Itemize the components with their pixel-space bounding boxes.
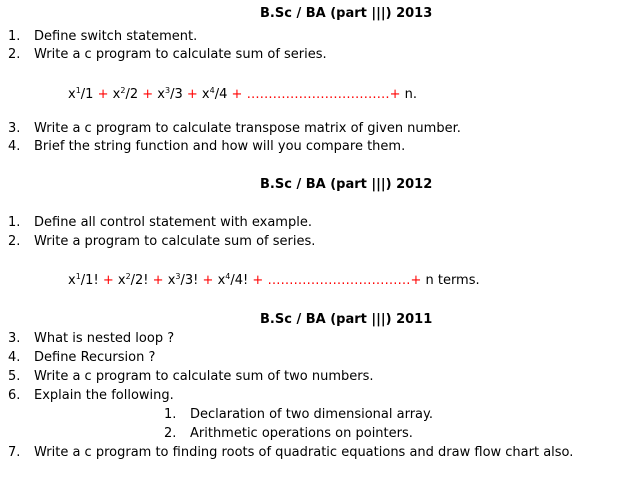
question-text: Write a c program to finding roots of quadratic equations and draw flow chart also. xyxy=(34,445,574,460)
question-text: Write a c program to calculate sum of series. xyxy=(34,47,327,62)
series-term: $x^2/2$ xyxy=(112,86,139,102)
series-term: $x^1/1$! xyxy=(68,272,99,288)
question-number: 6. xyxy=(8,388,21,403)
series-ellipsis: …………………………… xyxy=(246,87,390,102)
question-number: 5. xyxy=(8,369,21,384)
question-text: Define all control statement with example. xyxy=(34,215,312,230)
series-ellipsis: …………………………… xyxy=(267,273,411,288)
series-term: $x^4/4$! xyxy=(217,272,249,288)
question-number: 2. xyxy=(8,234,21,249)
series-term: $x^1/1$ xyxy=(68,86,94,102)
series-term: $x^3/3$ xyxy=(157,86,183,102)
question-4-2011 xyxy=(8,350,155,366)
subitem-1-2011 xyxy=(164,407,433,423)
series-formula-2013 xyxy=(68,87,417,103)
series-formula-2012 xyxy=(68,273,480,289)
subitem-number: 1. xyxy=(164,407,177,422)
question-number: 2. xyxy=(8,47,21,62)
subitem-text: Declaration of two dimensional array. xyxy=(190,407,433,422)
question-text: Brief the string function and how will you compare them. xyxy=(34,139,406,154)
question-text: Define Recursion ? xyxy=(34,350,156,365)
question-6-2011 xyxy=(8,388,174,404)
question-1-2012 xyxy=(8,215,312,231)
plus-operator: + xyxy=(97,87,109,102)
subitem-2-2011 xyxy=(164,426,413,442)
question-4-2013 xyxy=(8,139,405,155)
question-1-2013 xyxy=(8,29,197,45)
plus-operator: + xyxy=(152,273,164,288)
question-text: Write a c program to calculate transpose matrix of given number. xyxy=(34,121,461,136)
question-number: 4. xyxy=(8,350,21,365)
series-end: n terms. xyxy=(421,273,480,288)
subitem-text: Arithmetic operations on pointers. xyxy=(190,426,413,441)
question-3-2011 xyxy=(8,331,174,347)
question-text: Define switch statement. xyxy=(34,29,198,44)
series-term: $x^4/4$ xyxy=(201,86,228,102)
question-text: What is nested loop ? xyxy=(34,331,175,346)
question-text: Write a program to calculate sum of series. xyxy=(34,234,316,249)
series-term: $x^3/3$! xyxy=(167,272,199,288)
question-number: 4. xyxy=(8,139,21,154)
question-2-2012 xyxy=(8,234,315,250)
section-heading-2013: B.Sc / BA (part |||) 2013 xyxy=(260,6,433,21)
plus-operator: + xyxy=(102,273,114,288)
series-end: n. xyxy=(400,87,417,102)
question-number: 1. xyxy=(8,29,21,44)
question-2-2013 xyxy=(8,47,327,63)
plus-operator: + xyxy=(389,87,401,102)
question-number: 7. xyxy=(8,445,21,460)
series-term: $x^2/2$! xyxy=(117,272,149,288)
plus-operator: + xyxy=(252,273,264,288)
section-heading-2011: B.Sc / BA (part |||) 2011 xyxy=(260,312,433,327)
question-text: Write a c program to calculate sum of two numbers. xyxy=(34,369,374,384)
subitem-number: 2. xyxy=(164,426,177,441)
question-3-2013 xyxy=(8,121,461,137)
question-5-2011 xyxy=(8,369,374,385)
question-number: 3. xyxy=(8,121,21,136)
plus-operator: + xyxy=(142,87,154,102)
plus-operator: + xyxy=(202,273,214,288)
question-number: 1. xyxy=(8,215,21,230)
question-number: 3. xyxy=(8,331,21,346)
plus-operator: + xyxy=(186,87,198,102)
plus-operator: + xyxy=(410,273,422,288)
question-7-2011 xyxy=(8,445,573,461)
plus-operator: + xyxy=(231,87,243,102)
question-text: Explain the following. xyxy=(34,388,174,403)
section-heading-2012: B.Sc / BA (part |||) 2012 xyxy=(260,177,433,192)
